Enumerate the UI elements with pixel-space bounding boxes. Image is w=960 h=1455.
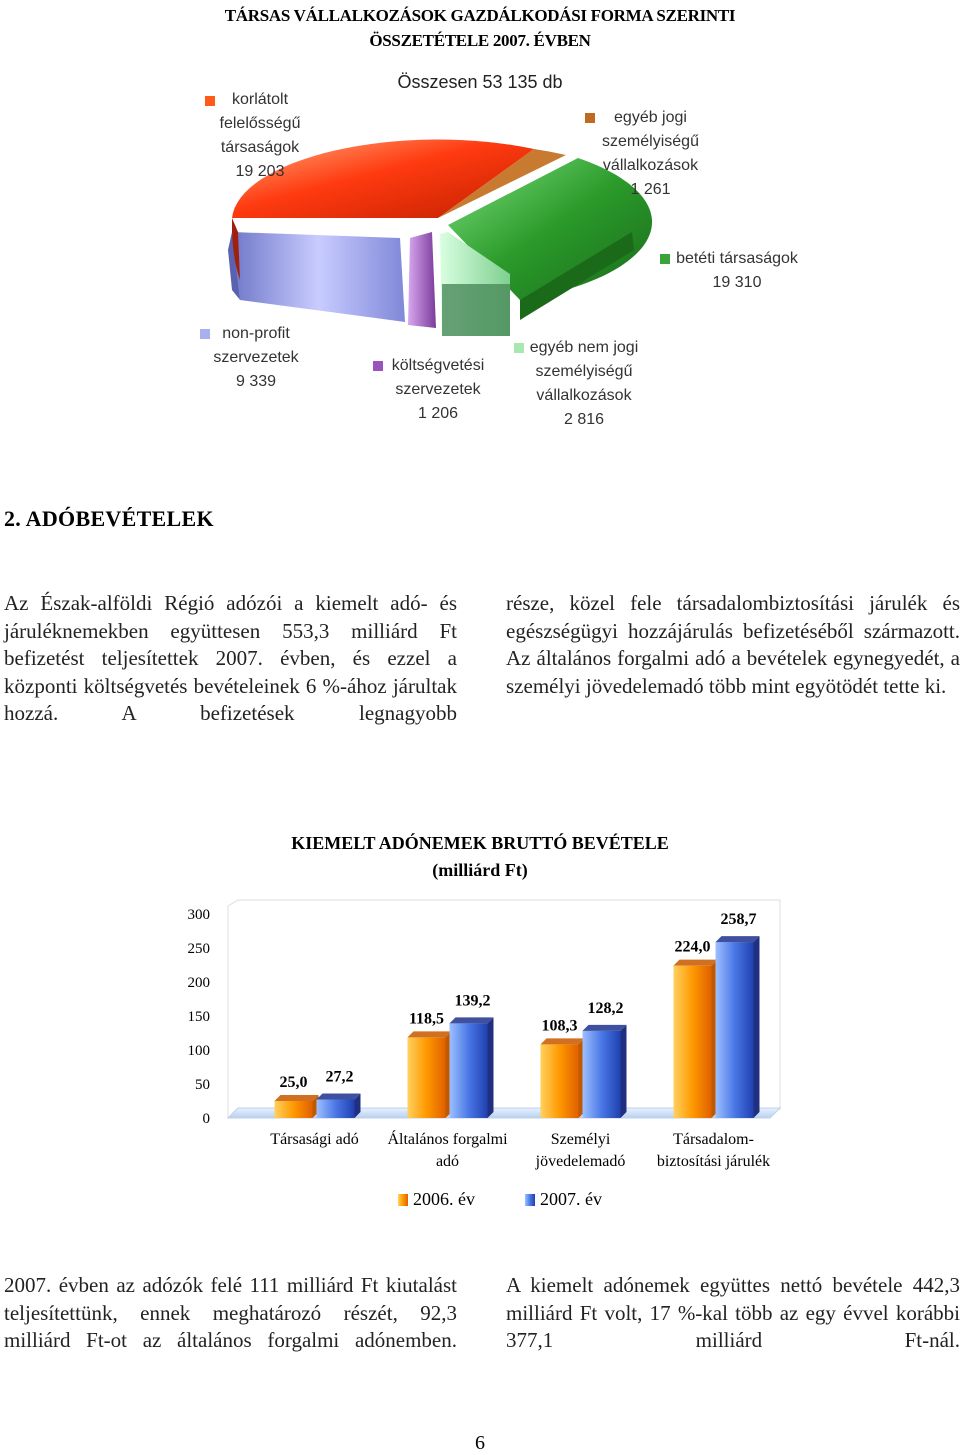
paragraph1-left: Az Észak-alföldi Régió adózói a kiemelt adó- és járuléknemekben együttesen 553,3 milliárd Ft befizetést teljesítettek 2007. évben, és ezzel a központi költségvetés bevételeinek 6 %-ához járultak hozzá. A befizetések legnagyobb	[4, 591, 457, 725]
legend-label-2006: 2006. év	[413, 1189, 475, 1209]
legend-egyeb-jogi-l3: vállalkozások	[602, 157, 699, 174]
legend-label-2007: 2007. év	[540, 1189, 602, 1209]
legend-beteti	[672, 247, 802, 295]
bar-top	[408, 1031, 452, 1037]
bar-top	[541, 1038, 585, 1044]
bar-2006	[541, 1044, 579, 1118]
legend-egyeb-jogi-value: 1 261	[630, 181, 671, 198]
legend-koltsegvetesi-l1: költségvetési	[391, 357, 485, 374]
bar-top	[450, 1017, 494, 1023]
pie-slice-koltsegvetesi	[408, 232, 436, 328]
legend-beteti-value: 19 310	[712, 274, 762, 291]
legend-korlatolt-l2: felelősségű	[219, 115, 301, 132]
y-tick-label: 0	[202, 1111, 210, 1127]
y-tick-label: 250	[187, 941, 210, 957]
pie-title-line2: ÖSSZETÉTELE 2007. ÉVBEN	[369, 31, 591, 50]
page-number: 6	[475, 1432, 485, 1454]
bar-side	[621, 1025, 627, 1118]
paragraph2-left: 2007. évben az adózók felé 111 milliárd Ft kiutalást teljesítettünk, ennek meghatározó részét, 92,3 milliárd Ft-ot az általános forgalmi adónemben.	[4, 1273, 457, 1352]
paragraph1-right: része, közel fele társadalombiztosítási járulék és egészségügyi hozzájárulás befizetéséből származott. Az általános forgalmi adó a bevételek egynegyedét, a személyi jövedelemadó több mint egyötödét tette ki.	[506, 591, 960, 698]
legend-egyeb-nem-jogi-l3: vállalkozások	[536, 387, 632, 404]
y-tick-label: 150	[187, 1009, 210, 1025]
bar-chart-title	[230, 830, 730, 884]
pie-slice-nonprofit	[232, 232, 405, 322]
legend-nonprofit-l2: szervezetek	[213, 349, 299, 366]
data-label: 258,7	[720, 911, 757, 929]
legend-korlatolt-value: 19 203	[235, 163, 285, 180]
bar-2007	[450, 1023, 488, 1118]
legend-koltsegvetesi-l2: szervezetek	[395, 381, 481, 398]
legend-egyeb-nem-jogi-value: 2 816	[563, 411, 605, 428]
bar-side	[488, 1017, 494, 1118]
y-tick-label: 200	[187, 975, 210, 991]
bar-2006	[408, 1037, 446, 1118]
legend-koltsegvetesi	[378, 354, 498, 426]
bar-top	[275, 1095, 319, 1101]
section-heading: 2. ADÓBEVÉTELEK	[4, 506, 214, 531]
pie-title-line1: TÁRSAS VÁLLALKOZÁSOK GAZDÁLKODÁSI FORMA SZERINTI	[224, 6, 736, 25]
data-label: 118,5	[408, 1010, 445, 1028]
bar-top	[674, 960, 718, 966]
bar-top	[716, 936, 760, 942]
bar-2006	[275, 1101, 313, 1118]
legend-nonprofit-value: 9 339	[235, 373, 277, 390]
legend-koltsegvetesi-value: 1 206	[417, 405, 459, 422]
legend-korlatolt	[200, 88, 320, 184]
legend-egyeb-jogi-l2: személyiségű	[602, 133, 699, 150]
bar-top	[583, 1025, 627, 1031]
legend-egyeb-nem-jogi-l2: személyiségű	[535, 363, 633, 380]
y-tick-label: 300	[187, 907, 210, 923]
legend-korlatolt-l1: korlátolt	[231, 91, 289, 108]
bar-2007	[716, 942, 754, 1118]
data-label: 25,0	[279, 1074, 308, 1091]
pie-total-label: Összesen 53 135 db	[397, 72, 563, 92]
category-label: adó	[435, 1153, 460, 1170]
legend-nonprofit-l1: non-profit	[222, 325, 290, 342]
category-label: jövedelemadó	[535, 1153, 626, 1170]
y-tick-label: 50	[195, 1077, 210, 1093]
legend-egyeb-nem-jogi-l1: egyéb nem jogi	[529, 339, 639, 356]
legend-korlatolt-l3: társaságok	[220, 139, 300, 156]
legend-swatch-2006	[398, 1194, 408, 1206]
data-label: 128,2	[587, 999, 624, 1017]
bar-2007	[583, 1031, 621, 1118]
bar-2006	[674, 966, 712, 1118]
bar-top	[317, 1094, 361, 1100]
category-label: Általános forgalmi	[387, 1131, 508, 1148]
category-label: Társadalom-	[673, 1131, 754, 1148]
bar-title-line1: KIEMELT ADÓNEMEK BRUTTÓ BEVÉTELE	[291, 833, 669, 853]
legend-nonprofit	[200, 322, 312, 394]
legend-swatch-2007	[525, 1194, 535, 1206]
legend-square-beteti	[660, 254, 670, 264]
bar-title-line2: (milliárd Ft)	[432, 860, 528, 880]
legend-egyeb-jogi-l1: egyéb jogi	[614, 109, 687, 126]
legend-egyeb-jogi	[588, 106, 713, 202]
data-label: 139,2	[454, 992, 491, 1010]
paragraph2-right: A kiemelt adónemek együttes nettó bevétele 442,3 milliárd Ft volt, 17 %-kal több az egy évvel korábbi 377,1 milliárd Ft-nál.	[506, 1273, 960, 1352]
data-label: 27,2	[325, 1068, 354, 1086]
category-label: biztosítási járulék	[656, 1153, 771, 1170]
legend-egyeb-nem-jogi	[520, 336, 648, 432]
category-label: Személyi	[550, 1131, 611, 1148]
bar-side	[754, 936, 760, 1118]
category-label: Társasági adó	[270, 1131, 359, 1148]
bar-chart	[0, 890, 960, 1220]
bar-2007	[317, 1100, 355, 1118]
data-label: 224,0	[674, 938, 711, 956]
pie-slice-egyeb-nem-jogi-side	[442, 284, 510, 336]
legend-beteti-l1: betéti társaságok	[676, 250, 798, 267]
y-tick-label: 100	[187, 1043, 210, 1059]
data-label: 108,3	[541, 1017, 578, 1035]
